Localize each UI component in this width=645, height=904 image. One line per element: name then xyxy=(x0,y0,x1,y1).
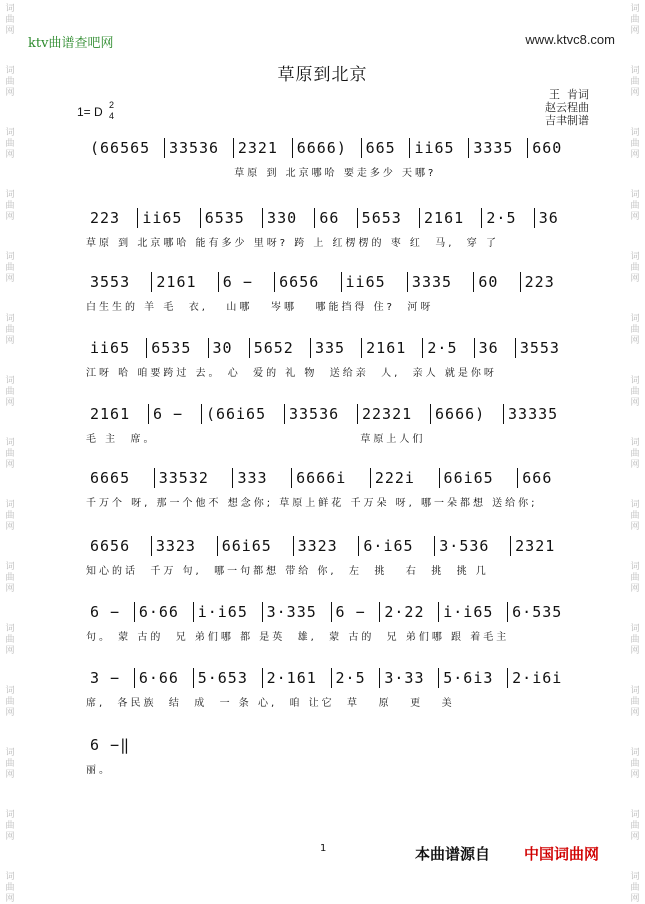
watermark-char: 网 xyxy=(5,212,15,222)
measure: 33536 xyxy=(164,138,233,158)
watermark-char: 词 xyxy=(5,376,15,386)
watermark-char: 网 xyxy=(630,88,640,98)
measure: 3·536 xyxy=(434,536,510,556)
watermark-char: 曲 xyxy=(630,449,640,459)
page-title: 草原到北京 xyxy=(277,65,368,85)
watermark-char: 曲 xyxy=(5,635,15,645)
measure: 2·5 xyxy=(331,668,380,688)
measure: 6665 xyxy=(90,469,131,487)
lyric-line: 毛 主 席。 草原上人们 xyxy=(86,434,426,445)
watermark-char: 曲 xyxy=(630,263,640,273)
measure: 6 −‖ xyxy=(90,736,131,754)
measure: 2161 xyxy=(90,405,131,423)
watermark-char: 曲 xyxy=(5,449,15,459)
measure: i·i65 xyxy=(438,602,507,622)
watermark-char: 网 xyxy=(5,336,15,346)
lyric-line: 席, 各民族 结 成 一 条 心, 咱 让它 草 原 更 美 xyxy=(86,698,455,709)
watermark-char: 网 xyxy=(630,646,640,656)
measure: 22321 xyxy=(357,404,430,424)
watermark-char: 词 xyxy=(5,314,15,324)
watermark-char: 网 xyxy=(630,336,640,346)
watermark-char: 网 xyxy=(5,708,15,718)
measure: 3335 xyxy=(407,272,473,292)
watermark-char: 曲 xyxy=(5,263,15,273)
measure: 2·5 xyxy=(481,208,533,228)
site-url[interactable]: www.ktvc8.com xyxy=(525,32,615,47)
lyric-line: 草原 到 北京哪哈 能有多少 里呀? 跨 上 红楞楞的 枣 红 马, 穿 了 xyxy=(86,238,499,249)
watermark-char: 网 xyxy=(630,398,640,408)
watermark-char: 词 xyxy=(630,562,640,572)
watermark-char: 网 xyxy=(630,522,640,532)
watermark-char: 曲 xyxy=(630,821,640,831)
measure: 6 − xyxy=(148,404,201,424)
staff-row xyxy=(86,668,576,688)
watermark-char: 网 xyxy=(5,894,15,904)
watermark-char: 曲 xyxy=(5,15,15,25)
staff-row xyxy=(86,735,146,755)
measure: 666 xyxy=(517,468,576,488)
site-logo-text[interactable]: ktv曲谱查吧网 xyxy=(28,36,114,51)
watermark-char: 曲 xyxy=(630,759,640,769)
watermark-char: 词 xyxy=(630,810,640,820)
watermark-char: 曲 xyxy=(5,201,15,211)
watermark-char: 词 xyxy=(630,686,640,696)
measure: 36 xyxy=(474,338,515,358)
lyric-line: 江呀 哈 咱要跨过 去。 心 爱的 礼 物 送给亲 人, 亲人 就是你呀 xyxy=(86,368,497,379)
watermark-char: 词 xyxy=(630,872,640,882)
measure: 2321 xyxy=(510,536,576,556)
watermark-char: 曲 xyxy=(5,139,15,149)
measure: 2·161 xyxy=(262,668,331,688)
measure: 2161 xyxy=(361,338,422,358)
watermark-char: 词 xyxy=(630,376,640,386)
measure: 6656 xyxy=(274,272,340,292)
watermark-char: 曲 xyxy=(630,387,640,397)
watermark-char: 词 xyxy=(630,66,640,76)
transcriber-credit: 吉聿制谱 xyxy=(545,114,589,127)
measure: 3·335 xyxy=(262,602,331,622)
measure: 33335 xyxy=(503,404,576,424)
watermark-char: 曲 xyxy=(630,325,640,335)
watermark-char: 网 xyxy=(630,274,640,284)
watermark-char: 曲 xyxy=(5,511,15,521)
watermark-char: 词 xyxy=(5,438,15,448)
measure: 6535 xyxy=(200,208,262,228)
staff-row xyxy=(86,272,576,292)
watermark-char: 曲 xyxy=(630,15,640,25)
lyric-line: 千万个 呀, 那一个他不 想念你; 草原上鲜花 千万朵 呀, 哪一朵都想 送给你; xyxy=(86,498,538,509)
watermark-char: 网 xyxy=(5,274,15,284)
watermark-char: 曲 xyxy=(630,77,640,87)
measure: 660 xyxy=(527,138,576,158)
measure: ii65 xyxy=(341,272,407,292)
lyric-line: 白生生的 羊 毛 衣, 山哪 岑哪 哪能挡得 住? 河呀 xyxy=(86,302,434,313)
measure: 3553 xyxy=(90,273,131,291)
measure: i·i65 xyxy=(193,602,262,622)
watermark-char: 网 xyxy=(5,398,15,408)
watermark-char: 曲 xyxy=(5,77,15,87)
watermark-char: 网 xyxy=(630,150,640,160)
watermark-char: 网 xyxy=(5,88,15,98)
watermark-char: 曲 xyxy=(5,821,15,831)
staff-row xyxy=(86,138,576,158)
watermark-char: 网 xyxy=(630,584,640,594)
watermark-char: 词 xyxy=(5,686,15,696)
watermark-char: 曲 xyxy=(630,511,640,521)
measure: 2·5 xyxy=(422,338,473,358)
measure: 223 xyxy=(520,272,576,292)
watermark-char: 词 xyxy=(5,66,15,76)
measure: (66i65 xyxy=(201,404,284,424)
watermark-char: 曲 xyxy=(630,697,640,707)
measure: 2·22 xyxy=(379,602,438,622)
lyricist-credit: 王 肯词 xyxy=(549,88,589,101)
staff-row xyxy=(86,338,576,358)
time-signature-bottom: 4 xyxy=(109,111,115,121)
measure: 66 xyxy=(314,208,356,228)
measure: 2·i6i xyxy=(507,668,576,688)
watermark-char: 曲 xyxy=(630,883,640,893)
measure: 335 xyxy=(310,338,361,358)
measure: 6666) xyxy=(292,138,361,158)
lyric-line: 知心的话 千万 句, 哪一句都想 带给 你, 左 挑 右 挑 挑 几 xyxy=(86,566,489,577)
measure: (66565 xyxy=(90,139,151,157)
watermark-char: 词 xyxy=(5,252,15,262)
measure: 3553 xyxy=(515,338,576,358)
right-watermark-column xyxy=(627,0,643,904)
measure: 330 xyxy=(262,208,314,228)
measure: 2161 xyxy=(151,272,217,292)
watermark-char: 网 xyxy=(630,26,640,36)
watermark-char: 曲 xyxy=(5,387,15,397)
watermark-char: 网 xyxy=(630,832,640,842)
lyric-line: 草原 到 北京哪哈 要走多少 天哪? xyxy=(86,168,437,179)
watermark-char: 网 xyxy=(5,832,15,842)
watermark-char: 曲 xyxy=(630,635,640,645)
measure: 3335 xyxy=(468,138,527,158)
measure: 6666i xyxy=(291,468,370,488)
page-number: 1 xyxy=(320,843,327,854)
watermark-char: 曲 xyxy=(630,139,640,149)
watermark-char: 网 xyxy=(5,584,15,594)
measure: 6656 xyxy=(90,537,131,555)
time-signature-top: 2 xyxy=(109,100,115,110)
watermark-char: 词 xyxy=(630,500,640,510)
watermark-char: 词 xyxy=(5,500,15,510)
watermark-char: 曲 xyxy=(630,573,640,583)
measure: 36 xyxy=(534,208,576,228)
measure: 66i65 xyxy=(439,468,518,488)
watermark-char: 网 xyxy=(5,150,15,160)
staff-row xyxy=(86,468,576,488)
measure: 3·33 xyxy=(379,668,438,688)
watermark-char: 曲 xyxy=(5,697,15,707)
lyric-line: 句。 蒙 古的 兄 弟们哪 都 是英 雄, 蒙 古的 兄 弟们哪 跟 着毛主 xyxy=(86,632,510,643)
watermark-char: 词 xyxy=(630,438,640,448)
measure: 33536 xyxy=(284,404,357,424)
measure: 333 xyxy=(232,468,291,488)
watermark-char: 网 xyxy=(630,212,640,222)
measure: 6666) xyxy=(430,404,503,424)
source-site-name[interactable]: 中国词曲网 xyxy=(524,845,600,863)
measure: 60 xyxy=(473,272,519,292)
measure: 665 xyxy=(361,138,410,158)
measure: 5·6i3 xyxy=(438,668,507,688)
measure: 6·66 xyxy=(134,668,193,688)
measure: 33532 xyxy=(154,468,233,488)
lyric-line: 丽。 xyxy=(86,765,112,776)
watermark-char: 网 xyxy=(5,460,15,470)
watermark-char: 词 xyxy=(630,190,640,200)
measure: 6 − xyxy=(90,603,121,621)
measure: ii65 xyxy=(137,208,199,228)
watermark-char: 词 xyxy=(5,624,15,634)
composer-credit: 赵云程曲 xyxy=(545,101,589,114)
watermark-char: 网 xyxy=(630,770,640,780)
watermark-char: 词 xyxy=(630,252,640,262)
measure: ii65 xyxy=(90,339,131,357)
watermark-char: 网 xyxy=(630,708,640,718)
watermark-char: 网 xyxy=(5,646,15,656)
watermark-char: 词 xyxy=(630,748,640,758)
watermark-char: 词 xyxy=(5,872,15,882)
watermark-char: 词 xyxy=(5,810,15,820)
measure: 6 − xyxy=(218,272,274,292)
measure: 3 − xyxy=(90,669,121,687)
measure: 6535 xyxy=(146,338,207,358)
watermark-char: 词 xyxy=(5,128,15,138)
measure: 223 xyxy=(90,209,121,227)
staff-row xyxy=(86,404,576,424)
watermark-char: 词 xyxy=(5,190,15,200)
watermark-char: 词 xyxy=(5,748,15,758)
measure: 3323 xyxy=(151,536,217,556)
watermark-char: 曲 xyxy=(5,573,15,583)
measure: 3323 xyxy=(293,536,359,556)
watermark-char: 网 xyxy=(5,26,15,36)
measure: 2161 xyxy=(419,208,481,228)
watermark-char: 曲 xyxy=(630,201,640,211)
measure: 6 − xyxy=(331,602,380,622)
watermark-char: 网 xyxy=(630,894,640,904)
measure: 2321 xyxy=(233,138,292,158)
measure: 6·66 xyxy=(134,602,193,622)
measure: 5652 xyxy=(249,338,310,358)
watermark-char: 网 xyxy=(5,770,15,780)
measure: 6·i65 xyxy=(358,536,434,556)
measure: 222i xyxy=(370,468,439,488)
key-signature: 1= D xyxy=(77,105,103,119)
watermark-char: 曲 xyxy=(5,325,15,335)
staff-row xyxy=(86,602,576,622)
staff-row xyxy=(86,536,576,556)
left-watermark-column xyxy=(2,0,18,904)
watermark-char: 词 xyxy=(630,624,640,634)
measure: ii65 xyxy=(409,138,468,158)
watermark-char: 曲 xyxy=(5,883,15,893)
watermark-char: 词 xyxy=(5,562,15,572)
measure: 66i65 xyxy=(217,536,293,556)
measure: 6·535 xyxy=(507,602,576,622)
watermark-char: 网 xyxy=(5,522,15,532)
watermark-char: 词 xyxy=(5,4,15,14)
watermark-char: 网 xyxy=(630,460,640,470)
source-label: 本曲谱源自 xyxy=(415,845,491,863)
measure: 30 xyxy=(208,338,249,358)
watermark-char: 词 xyxy=(630,314,640,324)
measure: 5·653 xyxy=(193,668,262,688)
staff-row xyxy=(86,208,576,228)
watermark-char: 曲 xyxy=(5,759,15,769)
measure: 5653 xyxy=(357,208,419,228)
watermark-char: 词 xyxy=(630,4,640,14)
watermark-char: 词 xyxy=(630,128,640,138)
